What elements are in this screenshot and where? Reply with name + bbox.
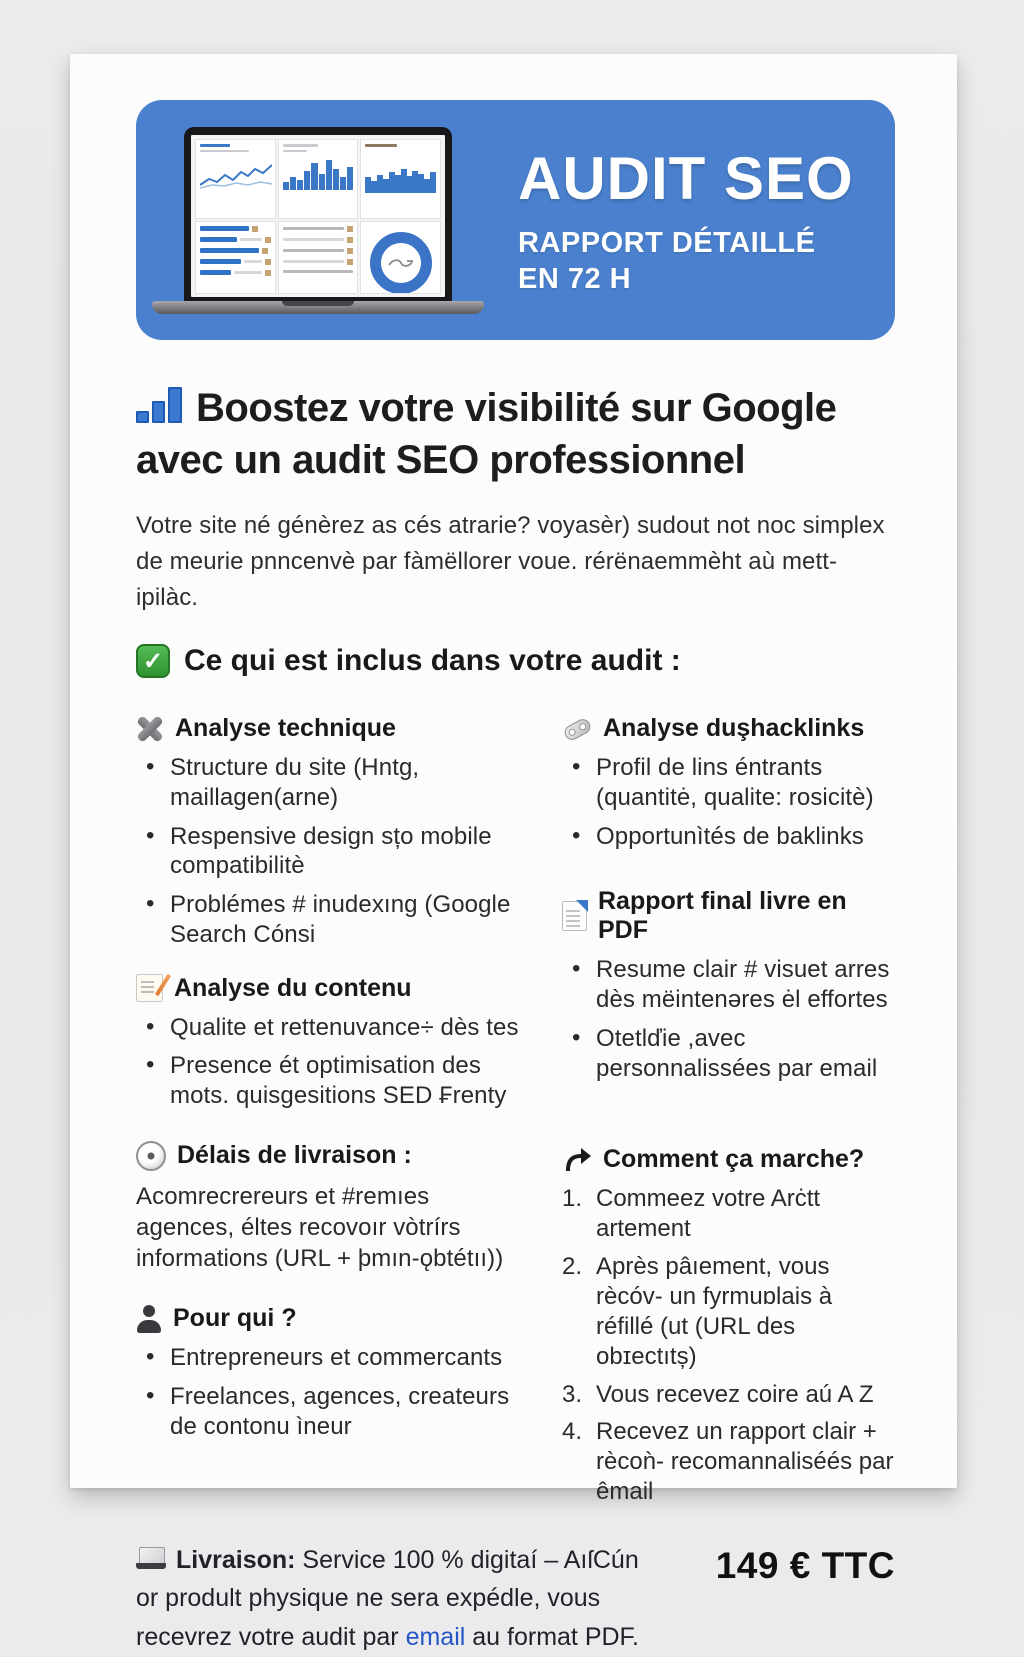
section-pourqui-header [136,1304,534,1333]
page-title [136,382,895,486]
paperclip-icon [562,716,592,742]
dashboard-line-chart [195,139,276,219]
list-item: • Problémes # inudexıng (Google Search Cónsi [136,890,534,950]
list-item: • Structure du site (Hntg, maillagen(arne) [136,753,534,813]
section-backlinks-title: Analyse duşhacklinks [603,714,865,742]
dashboard-bar-chart-1 [278,139,359,219]
pourqui-list [136,1343,534,1441]
delivery-text-1: Service 100 % digitaí – AıſCún or prodult physique ne sera expédle, vous recevrez votre audit par [136,1545,639,1652]
delivery-label: Livraison: [176,1545,296,1574]
flyer-card [70,54,957,1652]
included-header [136,644,895,678]
list-item: • Profil de lins éntrants (quantitė, qualite: rosicitè) [562,753,895,813]
banner-subtitle-1: RAPPORT DÉTAILLÉ [518,226,816,259]
dashboard-donut-chart [360,221,441,295]
donut-glyph [387,255,415,271]
content-list [136,1013,534,1111]
tools-icon [136,715,164,743]
list-item: • Qualite et rettenuvance÷ dès tes [136,1013,534,1043]
list-item: • Otetlďie ,avec personnalissées par email [562,1024,895,1084]
section-content-header [136,974,534,1003]
section-pourqui-title: Pour qui ? [173,1304,297,1333]
delivery-text-2: au format PDF. [465,1623,639,1652]
list-item: • Respensive design sțo mobile compatibilitè [136,822,534,882]
intro-line2: de meurie pnncenvè par fàmëllorer voue. rérënaemmèht aù mett-ipilàc. [136,548,838,611]
bar-chart-icon [136,385,182,423]
intro-line1: Votre site né génèrez as cés atrarie? voyasèr) sudout not noc simplex [136,512,885,539]
right-column [562,700,895,1515]
step-item: Commeez votre Arċtt artement [596,1185,821,1243]
step-item: Recevez un rapport clair + rècoǹ- recomannaliséés par êmail [596,1417,894,1506]
intro-paragraph [136,508,895,616]
laptop-base [152,301,484,314]
section-marche-title: Comment ça marche? [603,1145,865,1174]
list-item: • Resume clair # visuet arres dès mëintenəres ėl effortes [562,955,895,1015]
dashboard-mockup [191,135,445,297]
list-item: • Entrepreneurs et commercants [136,1343,534,1373]
hero-banner [136,100,895,340]
laptop-screen [184,127,452,303]
timer-icon [136,1141,166,1171]
person-icon [136,1305,162,1333]
line-chart-svg [200,155,272,191]
dashboard-progress-list [195,221,276,295]
delivery-note [136,1541,665,1657]
section-delais-title: Délais de livraison : [177,1141,412,1170]
redo-arrow-icon [562,1147,592,1173]
section-marche-header [562,1145,895,1174]
section-technical-header [136,714,534,743]
left-column [136,700,534,1515]
marche-steps [562,1184,895,1507]
laptop-graphic [152,127,484,314]
step-item: Après pâıement, vous rècóv- un fyrmuɒlais à réfillé (ut (URL des obɪectıtș) [596,1252,833,1371]
memo-icon [136,974,163,1002]
backlinks-list [562,753,895,851]
section-technical-title: Analyse technique [175,714,396,742]
section-content-title: Analyse du contenu [174,973,412,1002]
email-link[interactable]: email [405,1623,466,1652]
step-item: Vous recevez coire aú A Z [596,1380,874,1408]
section-delais-header [136,1141,534,1171]
dashboard-item-list [278,221,359,295]
section-report-header [562,887,895,945]
section-backlinks-header [562,714,895,743]
section-report-title: Rapport final livre en PDF [598,887,847,945]
laptop-icon [136,1547,166,1571]
page-title-line1: Boostez votre visibilité sur Google [196,386,837,430]
included-title: Ce qui est inclus dans votre audit : [184,644,681,677]
delais-text: Acomrecrereurs et #remıes agences, éltes recovoır vòtrírs informations (URL + þmın-ǫbtétıı)) [136,1182,504,1273]
technical-list [136,753,534,950]
list-item: • Presence ét optimisation des mots. quisgesitions SED ₣renty [136,1051,534,1111]
dashboard-bar-chart-2 [360,139,441,219]
page-title-line2: avec un audit SEO professionnel [136,438,746,482]
list-item: • Freelances, agences, createurs de contonu ìneur [136,1382,534,1442]
list-item: • Opportunìtés de baklinks [562,822,895,852]
banner-subtitle-2: EN 72 H [518,263,632,295]
pdf-document-icon [562,901,587,931]
banner-title: AUDIT SEO [518,144,854,212]
price: 149 € TTC [715,1544,895,1586]
check-icon: ✓ [136,644,170,678]
report-list [562,955,895,1083]
